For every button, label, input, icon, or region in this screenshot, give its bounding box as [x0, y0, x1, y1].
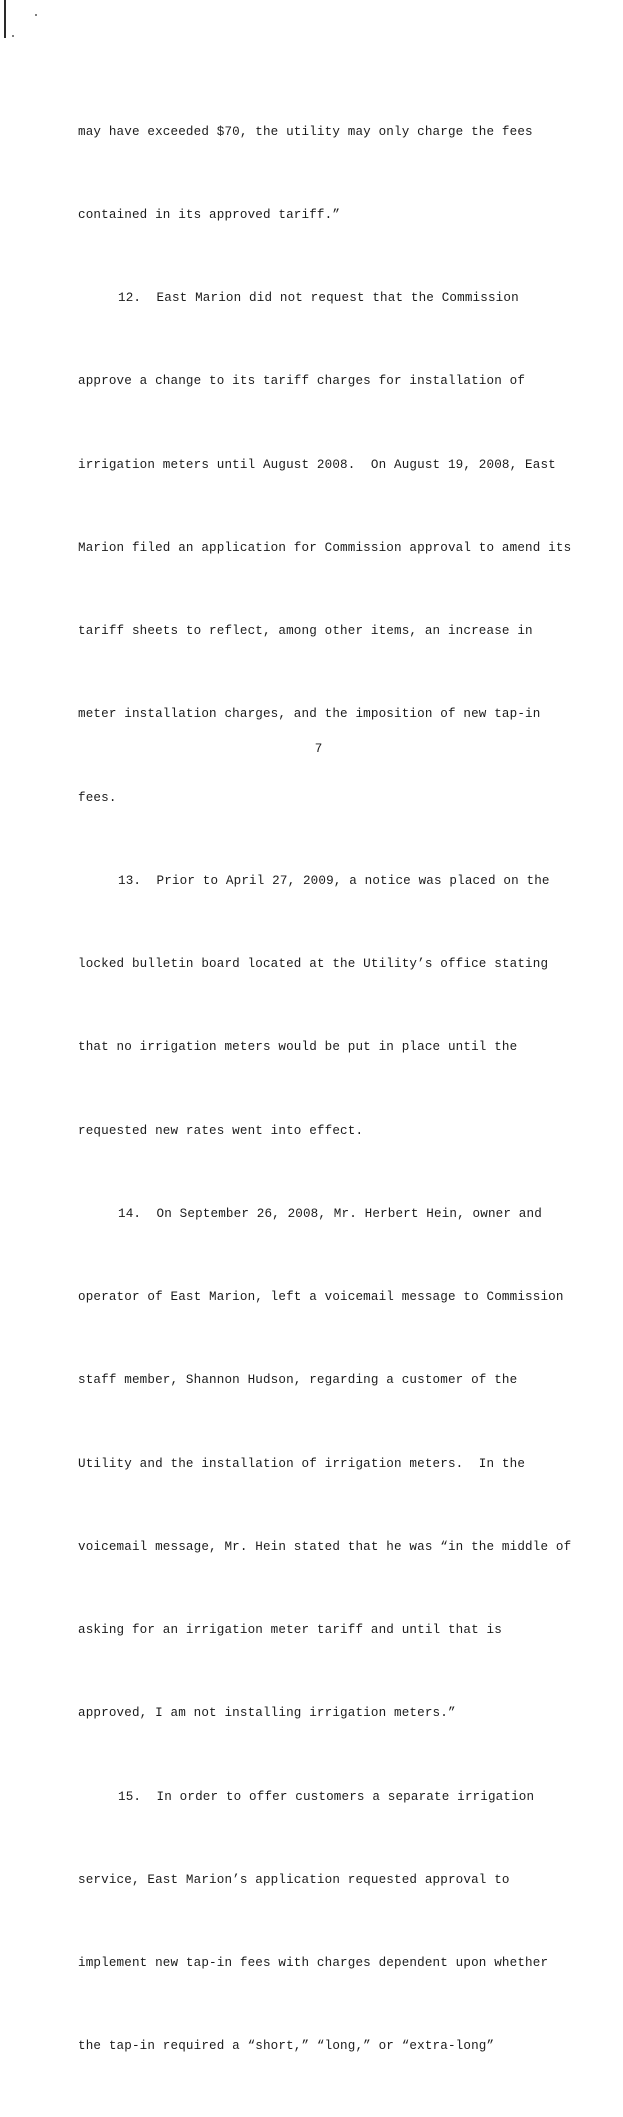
paragraph-12-start: 12. East Marion did not request that the Commission [118, 291, 519, 305]
text-line: approve a change to its tariff charges for installation of [78, 374, 526, 389]
text-line: requested new rates went into effect. [78, 1123, 364, 1138]
paragraph-14-start: 14. On September 26, 2008, Mr. Herbert Hein, owner and [118, 1206, 542, 1221]
text-line: service, East Marion’s application requested approval to [78, 1872, 510, 1887]
scan-speck [35, 14, 37, 16]
scan-speck [12, 35, 14, 37]
text-line: Marion filed an application for Commission approval to amend its [78, 540, 572, 555]
text-line: Utility and the installation of irrigation meters. In the [78, 1456, 526, 1471]
text-line: the tap-in required a “short,” “long,” or “extra-long” [78, 2039, 495, 2054]
text-line: may have exceeded $70, the utility may only charge the fees [78, 124, 533, 139]
text-line: meter installation charges, and the imposition of new tap-in [78, 707, 541, 722]
text-line: implement new tap-in fees with charges dependent upon whether [78, 1956, 549, 1970]
text-line: irrigation meters until August 2008. On August 19, 2008, East [78, 457, 556, 472]
paragraph-13-start: 13. Prior to April 27, 2009, a notice was placed on the [118, 873, 550, 888]
text-line: voicemail message, Mr. Hein stated that he was “in the middle of [78, 1539, 572, 1554]
text-line: approved, I am not installing irrigation meters.” [78, 1706, 456, 1721]
text-line: fees. [78, 790, 117, 805]
document-body [78, 63, 588, 2117]
text-line: that no irrigation meters would be put in place until the [78, 1040, 518, 1055]
text-line: contained in its approved tariff.” [78, 207, 341, 222]
text-line: locked bulletin board located at the Utility’s office stating [78, 957, 549, 971]
text-line: asking for an irrigation meter tariff and until that is [78, 1623, 502, 1637]
page-number: 7 [314, 742, 323, 756]
text-line: staff member, Shannon Hudson, regarding a customer of the [78, 1373, 518, 1388]
paragraph-15-start: 15. In order to offer customers a separate irrigation [118, 1789, 535, 1804]
text-line: tariff sheets to reflect, among other items, an increase in [78, 624, 533, 638]
text-line: operator of East Marion, left a voicemail message to Commission [78, 1290, 564, 1304]
scan-edge-mark [4, 0, 6, 38]
